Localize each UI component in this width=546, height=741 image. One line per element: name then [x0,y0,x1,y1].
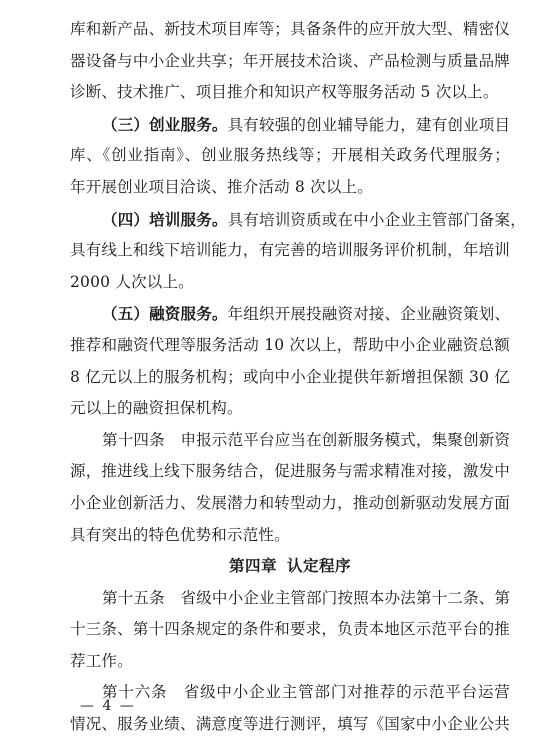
text-line: 器设备与中小企业共享；年开展技术洽谈、产品检测与质量品牌 [70,51,510,70]
text-line: 情况、服务业绩、满意度等进行测评，填写《国家中小企业公共 [70,715,510,734]
text-line [70,109,510,141]
text-line: 具有突出的特色优势和示范性。 [70,525,290,544]
page-number: — 4 — [80,698,136,714]
text-line: 具有线上和线下培训能力，有完善的培训服务评价机制，年培训 [70,241,510,260]
text-span: 具有培训资质或在中小企业主管部门备案， [227,210,526,229]
section-heading: （四）培训服务。 [102,209,228,229]
text-line: 十三条、第十四条规定的条件和要求，负责本地区示范平台的推 [70,620,510,639]
text-line: 元以上的融资担保机构。 [70,399,243,418]
paragraph-financing-services [70,298,510,424]
paragraph-article-16 [70,677,510,740]
text-line: 库和新产品、新技术项目库等；具备条件的应开放大型、精密仪 [70,20,510,38]
text-line: 第十四条 申报示范平台应当在创新服务模式，集聚创新资 [102,430,511,449]
chapter-heading [70,551,510,583]
document-page [70,14,526,741]
text-span: 年组织开展投融资对接、企业融资策划、 [227,305,511,324]
paragraph-article-15 [70,583,510,678]
section-heading: （三）创业服务。 [102,114,228,134]
text-span: 具有较强的创业辅导能力，建有创业项目 [227,115,511,134]
text-line [70,298,510,330]
paragraph-tech-services [70,14,510,109]
text-line: 年开展创业项目洽谈、推介活动 8 次以上。 [70,177,373,196]
text-line: 源，推进线上线下服务结合，促进服务与需求精准对接，激发中 [70,462,510,481]
text-line: 第十五条 省级中小企业主管部门按照本办法第十二条、第 [102,588,511,607]
text-line [70,204,526,236]
text-line: 推荐和融资代理等服务活动 10 次以上，帮助中小企业融资总额 [70,335,510,354]
paragraph-article-14 [70,425,510,551]
chapter-title: 认定程序 [287,557,352,576]
text-line: 小企业创新活力、发展潜力和转型动力，推动创新驱动发展方面 [70,493,510,512]
text-line: 第十六条 省级中小企业主管部门对推荐的示范平台运营 [102,683,510,702]
text-line: 2000 人次以上。 [70,272,194,291]
section-heading: （五）融资服务。 [102,304,228,324]
text-line: 库、《创业指南》、创业服务热线等；开展相关政务代理服务； [70,146,510,165]
text-line: 8 亿元以上的服务机构；或向中小企业提供年新增担保额 30 亿 [70,367,510,386]
chapter-number: 第四章 [228,557,277,576]
paragraph-training-services [70,204,526,299]
paragraph-startup-services [70,109,510,204]
text-line: 诊断、技术推广、项目推介和知识产权等服务活动 5 次以上。 [70,83,499,102]
text-line: 荐工作。 [70,651,133,670]
